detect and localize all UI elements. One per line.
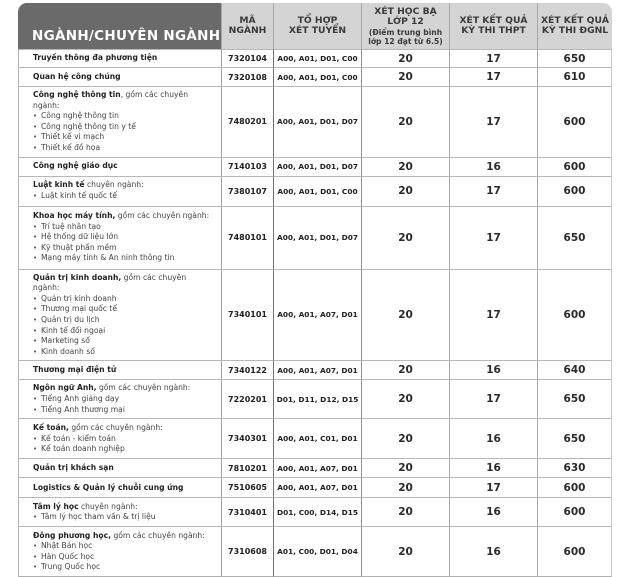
specialization-item: • Thương mại quốc tế — [33, 304, 215, 315]
table-row — [18, 458, 612, 477]
cell-code: 7810201 — [222, 458, 274, 477]
header-dgnl — [538, 3, 612, 49]
cell-thpt: 16 — [450, 497, 538, 526]
cell-major — [18, 458, 222, 477]
header-thpt-line1: XÉT KẾT QUẢ — [459, 14, 528, 26]
specialization-item: • Hàn Quốc học — [33, 552, 215, 563]
specialization-item: • Thiết kế đồ họa — [33, 143, 215, 154]
major-name: Thương mại điện tử — [33, 365, 117, 375]
specialization-item: • Kế toán - kiểm toán — [33, 434, 215, 445]
specialization-item: • Trung Quốc học — [33, 562, 215, 573]
header-code-line2: NGÀNH — [228, 25, 267, 36]
cell-hocba: 20 — [362, 477, 450, 497]
cell-thpt: 17 — [450, 176, 538, 206]
cell-major — [18, 526, 222, 577]
header-dgnl-line1: XÉT KẾT QUẢ — [540, 14, 610, 26]
table-row — [18, 477, 612, 497]
table-row — [18, 49, 612, 67]
cell-hocba: 20 — [362, 157, 450, 176]
table-row — [18, 86, 612, 157]
cell-thpt: 16 — [450, 418, 538, 458]
specialization-item: • Tâm lý học tham vấn & trị liệu — [33, 512, 215, 523]
cell-thpt: 16 — [450, 458, 538, 477]
table-body — [18, 49, 612, 577]
specialization-list — [33, 434, 215, 455]
cell-dgnl: 640 — [538, 360, 612, 379]
cell-combo: A00, A01, D01, C00 — [274, 67, 362, 86]
cell-code: 7310401 — [222, 497, 274, 526]
specialization-item: • Trí tuệ nhân tạo — [33, 222, 215, 233]
cell-code: 7220201 — [222, 379, 274, 418]
cell-dgnl: 650 — [538, 379, 612, 418]
specialization-item: • Kế toán doanh nghiệp — [33, 444, 215, 455]
cell-hocba: 20 — [362, 458, 450, 477]
header-major: NGÀNH/CHUYÊN NGÀNH — [18, 3, 222, 49]
table-header-row — [18, 3, 612, 49]
cell-hocba: 20 — [362, 206, 450, 269]
cell-dgnl: 600 — [538, 497, 612, 526]
specialization-item: • Quản trị kinh doanh — [33, 294, 215, 305]
specialization-list — [33, 512, 215, 523]
cell-code: 7340122 — [222, 360, 274, 379]
cell-major — [18, 67, 222, 86]
major-suffix: gồm các chuyên ngành: — [68, 422, 163, 432]
cell-code: 7340301 — [222, 418, 274, 458]
table-row — [18, 526, 612, 577]
cell-code: 7380107 — [222, 176, 274, 206]
header-combo — [274, 3, 362, 49]
specialization-list — [33, 394, 215, 415]
specialization-item: • Tiếng Anh giảng dạy — [33, 394, 215, 405]
cell-combo: A01, C00, D01, D04 — [274, 526, 362, 577]
cell-code: 7310608 — [222, 526, 274, 577]
header-code-line1: MÃ — [239, 14, 256, 26]
cell-combo: A00, A01, C01, D01 — [274, 418, 362, 458]
cell-code: 7480101 — [222, 206, 274, 269]
cell-combo: A00, A01, A07, D01 — [274, 269, 362, 361]
cell-hocba: 20 — [362, 49, 450, 67]
cell-hocba: 20 — [362, 497, 450, 526]
cell-dgnl: 600 — [538, 86, 612, 157]
cell-combo: A00, A01, A07, D01 — [274, 360, 362, 379]
specialization-item: • Tiếng Anh thương mại — [33, 405, 215, 416]
cell-major — [18, 157, 222, 176]
major-name: Quản trị khách sạn — [33, 463, 114, 473]
major-suffix: gồm các chuyên ngành: — [111, 530, 205, 540]
major-name: Công nghệ giáo dục — [33, 161, 118, 171]
cell-hocba: 20 — [362, 379, 450, 418]
major-name: Logistics & Quản lý chuỗi cung ứng — [33, 482, 184, 492]
cell-hocba: 20 — [362, 526, 450, 577]
table-row — [18, 379, 612, 418]
cell-combo: A00, A01, D01, D07 — [274, 206, 362, 269]
cell-thpt: 17 — [450, 86, 538, 157]
major-name: Luật kinh tế — [33, 180, 85, 190]
cell-major — [18, 379, 222, 418]
cell-dgnl: 610 — [538, 67, 612, 86]
cell-thpt: 16 — [450, 360, 538, 379]
major-suffix: , gồm các chuyên ngành: — [33, 90, 189, 110]
major-name: Kế toán, — [33, 422, 69, 432]
table-row — [18, 176, 612, 206]
cell-combo: A00, A01, D01, D07 — [274, 157, 362, 176]
cell-code: 7320104 — [222, 49, 274, 67]
specialization-list — [33, 111, 215, 153]
table-row — [18, 67, 612, 86]
cell-major — [18, 497, 222, 526]
major-suffix: gồm các chuyên ngành: — [33, 272, 187, 293]
major-name: Tâm lý học — [33, 501, 79, 511]
table-row — [18, 206, 612, 269]
cell-hocba: 20 — [362, 176, 450, 206]
cell-code: 7140103 — [222, 157, 274, 176]
cell-code: 7510605 — [222, 477, 274, 497]
cell-combo: A00, A01, D01, D07 — [274, 86, 362, 157]
admission-table-container — [18, 3, 612, 577]
cell-major — [18, 418, 222, 458]
header-thpt — [450, 3, 538, 49]
cell-hocba: 20 — [362, 269, 450, 361]
major-name: Ngôn ngữ Anh, — [33, 383, 97, 393]
cell-major — [18, 86, 222, 157]
specialization-list — [33, 222, 215, 264]
cell-thpt: 17 — [450, 477, 538, 497]
header-code — [222, 3, 274, 49]
cell-combo: D01, D11, D12, D15 — [274, 379, 362, 418]
header-hocba-note1: (Điểm trung bình — [368, 27, 443, 37]
major-name: Truyền thông đa phương tiện — [33, 53, 158, 63]
specialization-item: • Quản trị du lịch — [33, 315, 215, 326]
header-hocba — [362, 3, 450, 49]
specialization-item: • Kinh doanh số — [33, 347, 215, 358]
table-row — [18, 418, 612, 458]
specialization-item: • Kỹ thuật phần mềm — [33, 243, 215, 254]
major-suffix: chuyên ngành: — [78, 501, 138, 511]
header-hocba-note2: lớp 12 đạt từ 6.5) — [368, 36, 443, 46]
specialization-item: • Kinh tế đối ngoại — [33, 326, 215, 337]
header-combo-line1: TỔ HỢP — [297, 14, 338, 26]
cell-major — [18, 176, 222, 206]
major-name: Công nghệ thông tin — [33, 90, 121, 99]
specialization-item: • Thiết kế vi mạch — [33, 132, 215, 143]
cell-code: 7480201 — [222, 86, 274, 157]
cell-thpt: 17 — [450, 206, 538, 269]
cell-major — [18, 360, 222, 379]
cell-code: 7320108 — [222, 67, 274, 86]
cell-combo: D01, C00, D14, D15 — [274, 497, 362, 526]
cell-dgnl: 600 — [538, 269, 612, 361]
cell-thpt: 17 — [450, 67, 538, 86]
table-row — [18, 269, 612, 361]
header-hocba-line1: XÉT HỌC BẠ — [374, 5, 437, 17]
cell-major — [18, 206, 222, 269]
cell-dgnl: 600 — [538, 526, 612, 577]
major-name: Quan hệ công chúng — [33, 71, 121, 81]
admission-score-table — [18, 3, 612, 577]
major-name: Đông phương học, — [33, 530, 112, 540]
specialization-item: • Marketing số — [33, 336, 215, 347]
specialization-item: • Công nghệ thông tin y tế — [33, 122, 215, 133]
specialization-item: • Hệ thống dữ liệu lớn — [33, 232, 215, 243]
cell-dgnl: 650 — [538, 206, 612, 269]
specialization-list — [33, 294, 215, 358]
header-combo-line2: XÉT TUYỂN — [288, 25, 347, 36]
cell-code: 7340101 — [222, 269, 274, 361]
cell-thpt: 17 — [450, 379, 538, 418]
cell-hocba: 20 — [362, 86, 450, 157]
cell-hocba: 20 — [362, 67, 450, 86]
cell-thpt: 16 — [450, 526, 538, 577]
cell-hocba: 20 — [362, 360, 450, 379]
major-suffix: gồm các chuyên ngành: — [96, 383, 191, 393]
specialization-item: • Mạng máy tính & An ninh thông tin — [33, 253, 215, 264]
table-row — [18, 157, 612, 176]
major-name: Khoa học máy tính, — [33, 211, 116, 221]
cell-major — [18, 477, 222, 497]
cell-thpt: 17 — [450, 269, 538, 361]
cell-dgnl: 600 — [538, 176, 612, 206]
cell-combo: A00, A01, D01, C00 — [274, 49, 362, 67]
cell-combo: A00, A01, A07, D01 — [274, 477, 362, 497]
header-dgnl-line2: KỲ THI ĐGNL — [541, 25, 609, 36]
cell-dgnl: 650 — [538, 418, 612, 458]
cell-major — [18, 269, 222, 361]
table-row — [18, 360, 612, 379]
specialization-item: • Luật kinh tế quốc tế — [33, 191, 215, 202]
specialization-list — [33, 541, 215, 573]
cell-dgnl: 600 — [538, 477, 612, 497]
cell-dgnl: 630 — [538, 458, 612, 477]
cell-combo: A00, A01, A07, D01 — [274, 458, 362, 477]
cell-thpt: 17 — [450, 49, 538, 67]
specialization-list — [33, 191, 215, 202]
table-row — [18, 497, 612, 526]
header-hocba-line2: LỚP 12 — [387, 16, 424, 27]
cell-dgnl: 650 — [538, 49, 612, 67]
major-name: Quản trị kinh doanh, — [33, 272, 122, 282]
specialization-item: • Nhật Bản học — [33, 541, 215, 552]
major-suffix: gồm các chuyên ngành: — [115, 211, 210, 221]
major-suffix: chuyên ngành: — [84, 180, 144, 190]
cell-thpt: 16 — [450, 157, 538, 176]
cell-dgnl: 600 — [538, 157, 612, 176]
header-thpt-line2: KỲ THI THPT — [461, 25, 526, 36]
cell-major — [18, 49, 222, 67]
specialization-item: • Công nghệ thông tin — [33, 111, 215, 122]
cell-combo: A00, A01, D01, C00 — [274, 176, 362, 206]
cell-hocba: 20 — [362, 418, 450, 458]
